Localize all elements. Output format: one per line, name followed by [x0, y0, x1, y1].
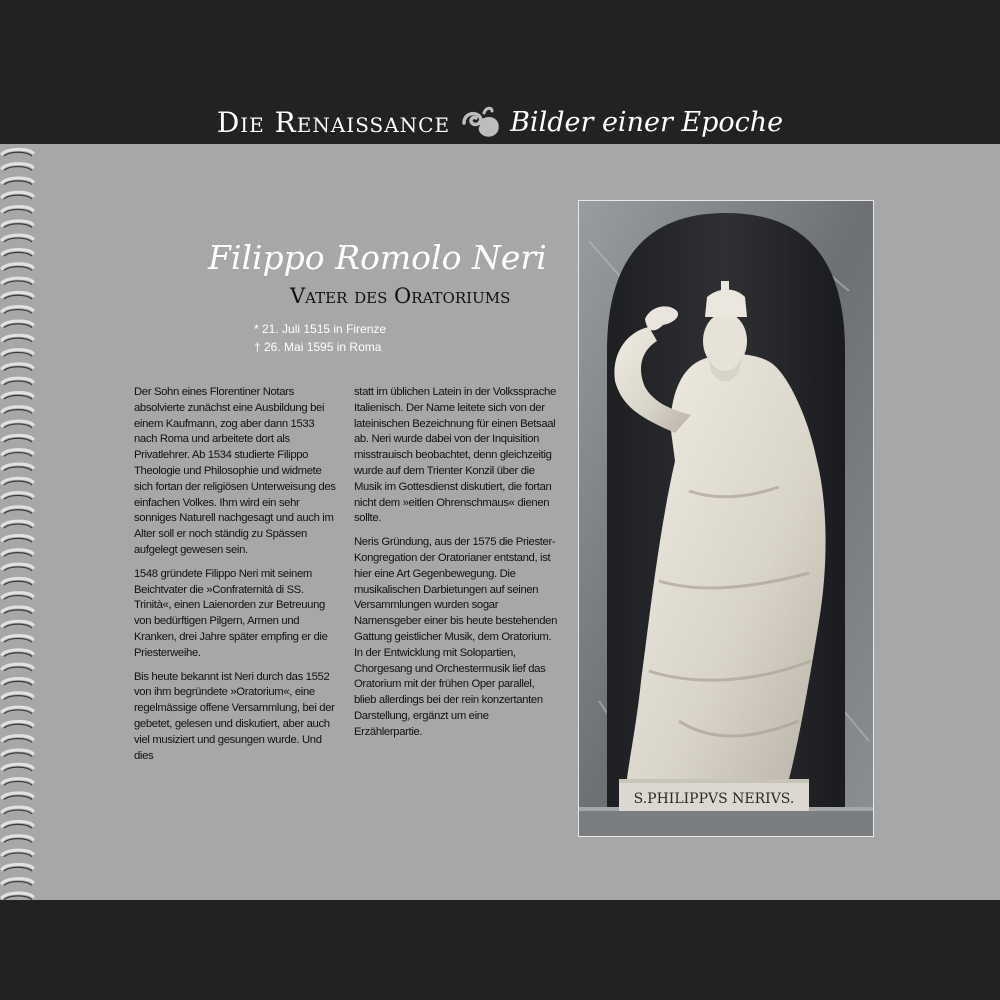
spiral-ring-shadow — [4, 209, 32, 213]
statue-illustration — [579, 201, 873, 836]
spiral-ring-shadow — [4, 710, 32, 714]
text-column-right — [354, 385, 559, 749]
spiral-ring-shadow — [4, 839, 32, 843]
spiral-ring-shadow — [4, 367, 32, 371]
life-dates — [254, 320, 386, 356]
spiral-ring-shadow — [4, 753, 32, 757]
spiral-ring-shadow — [4, 310, 32, 314]
spiral-ring-shadow — [4, 424, 32, 428]
spiral-ring-shadow — [4, 338, 32, 342]
spiral-ring-shadow — [4, 610, 32, 614]
brand-subtitle: Bilder einer Epoche — [510, 106, 784, 138]
brand-title: Die Renaissance — [216, 105, 451, 139]
spiral-ring-shadow — [4, 481, 32, 485]
text-column-left — [134, 385, 339, 772]
paragraph: Bis heute bekannt ist Neri durch das 1552 von ihm begründete »Oratorium«, eine regelmässige offene Versammlung, bei der gebetet, gelesen und diskutiert, aber auch viel musiziert und gesungen wurde. Und dies — [134, 670, 335, 762]
swirl-ornament-icon — [458, 103, 502, 141]
spiral-ring-shadow — [4, 324, 32, 328]
spiral-ring-shadow — [4, 395, 32, 399]
spiral-ring-shadow — [4, 882, 32, 886]
spiral-ring-shadow — [4, 495, 32, 499]
spiral-ring-shadow — [4, 281, 32, 285]
spiral-ring-shadow — [4, 739, 32, 743]
paragraph: 1548 gründete Filippo Neri mit seinem Beichtvater die »Confraternità di SS. Trinità«, einen Laienorden zur Betreuung von bedürftigen Pilgern, Armen und Kranken, drei Jahre später empfing er die Priesterweihe. — [134, 567, 328, 659]
spiral-ring-shadow — [4, 295, 32, 299]
paragraph: Neris Gründung, aus der 1575 die Priester-Kongregation der Oratorianer entstand, ist hier eine Art Gegenbewegung. Die musikalischen Darbietungen auf seinen Versammlungen wurden sogar Namensgeber einer bis heute bestehenden Gattung geistlicher Musik, dem Oratorium. In der Entwicklung mit Solopartien, Chorgesang und Orchestermusik lief das Oratorium mit der frühen Oper parallel, blieb allerdings bei der rein konzertanten Darstellung, ergänzt um eine Erzählerpartie. — [354, 536, 558, 738]
spiral-ring-shadow — [4, 724, 32, 728]
paragraph: statt im üblichen Latein in der Volkssprache Italienisch. Der Name leitete sich von der lateinischen Bezeichnung für einen Betsaal ab. Neri wurde dabei von der Inquisition misstrauisch beobachtet, denn gleichzeitig wurde auf dem Trienter Konzil über die Musik im Gottesdienst diskutiert, die fortan nicht dem »eitlen Ohrenschmaus« dienen sollte. — [354, 386, 556, 525]
spiral-ring-shadow — [4, 696, 32, 700]
footer-bar — [0, 900, 1000, 1000]
spiral-ring-shadow — [4, 352, 32, 356]
spiral-ring-shadow — [4, 195, 32, 199]
spiral-ring-shadow — [4, 438, 32, 442]
paragraph: Der Sohn eines Florentiner Notars absolvierte zunächst eine Ausbildung bei einem Kaufmann, zog aber dann 1533 nach Roma und arbeitete dort als Privatlehrer. Ab 1534 studierte Filippo Theologie und Philosophie und widmete sich fortan der religiösen Unterweisung des einfachen Volkes. Ihm wird ein sehr sonniges Naturell nachgesagt und auch im Alter soll er noch ständig zu Spässen aufgelegt gewesen sein. — [134, 386, 336, 556]
spiral-ring-shadow — [4, 167, 32, 171]
page-subtitle: Vater des Oratoriums — [290, 284, 511, 308]
spiral-ring-shadow — [4, 638, 32, 642]
spiral-ring-shadow — [4, 224, 32, 228]
spiral-ring-shadow — [4, 624, 32, 628]
spiral-ring-shadow — [4, 667, 32, 671]
spiral-ring-shadow — [4, 596, 32, 600]
spiral-ring-shadow — [4, 781, 32, 785]
spiral-ring-shadow — [4, 867, 32, 871]
spiral-ring-shadow — [4, 567, 32, 571]
page-title: Filippo Romolo Neri — [208, 238, 547, 277]
death-date: † 26. Mai 1595 in Roma — [254, 340, 382, 354]
spiral-ring-shadow — [4, 767, 32, 771]
spiral-ring-shadow — [4, 896, 32, 900]
spiral-ring-shadow — [4, 824, 32, 828]
spiral-ring-shadow — [4, 796, 32, 800]
spiral-ring-shadow — [4, 152, 32, 156]
statue-photo — [578, 200, 874, 837]
spiral-binding-icon — [0, 144, 40, 900]
statue-inscription: S.PHILIPPVS NERIVS. — [633, 791, 795, 807]
spiral-ring-shadow — [4, 653, 32, 657]
spiral-ring-shadow — [4, 453, 32, 457]
spiral-ring-shadow — [4, 252, 32, 256]
spiral-ring-shadow — [4, 853, 32, 857]
spiral-ring-shadow — [4, 538, 32, 542]
spiral-ring-shadow — [4, 410, 32, 414]
spiral-ring-shadow — [4, 267, 32, 271]
spiral-ring-shadow — [4, 553, 32, 557]
spiral-ring-shadow — [4, 181, 32, 185]
spiral-ring-shadow — [4, 810, 32, 814]
spiral-ring-shadow — [4, 381, 32, 385]
spiral-ring-shadow — [4, 238, 32, 242]
birth-date: * 21. Juli 1515 in Firenze — [254, 322, 387, 336]
spiral-ring-shadow — [4, 581, 32, 585]
spiral-ring-shadow — [4, 510, 32, 514]
spiral-ring-shadow — [4, 467, 32, 471]
spiral-ring-shadow — [4, 524, 32, 528]
brand-banner — [0, 100, 1000, 144]
spiral-ring-shadow — [4, 681, 32, 685]
